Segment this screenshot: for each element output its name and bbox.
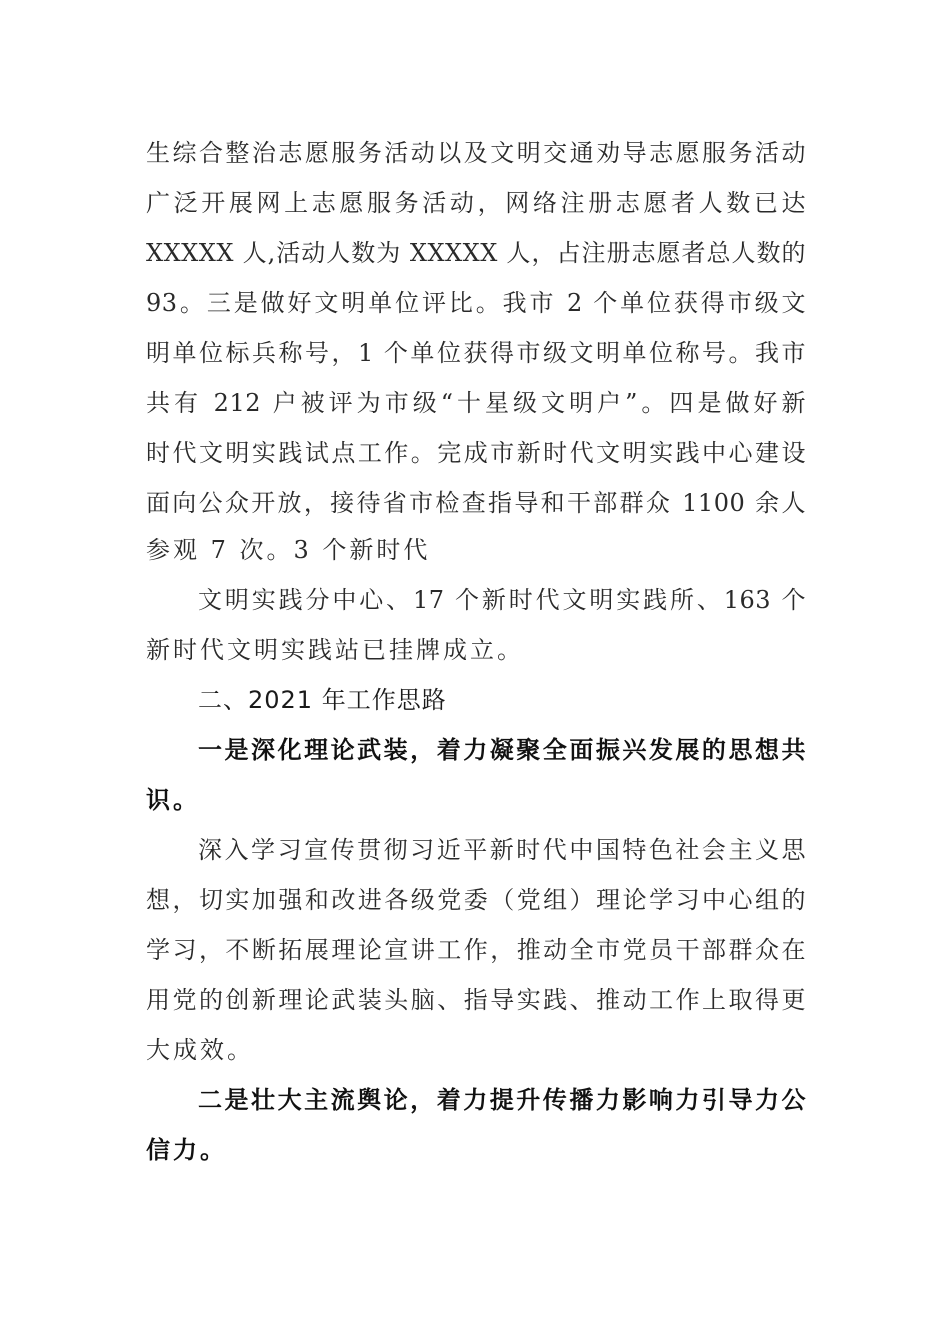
body-text-line: 新时代文明实践站已挂牌成立。	[146, 636, 524, 664]
body-text-line: 面向公众开放，接待省市检查指导和干部群众 1100 余人	[146, 489, 806, 517]
body-text-line: 93。三是做好文明单位评比。我市 2 个单位获得市级文	[146, 289, 806, 317]
body-text-line: 生综合整治志愿服务活动以及文明交通劝导志愿服务活动	[146, 139, 806, 167]
body-text-line: XXXXX 人,活动人数为 XXXXX 人，占注册志愿者总人数的	[146, 239, 806, 267]
body-text-line: 文明实践分中心、17 个新时代文明实践所、163 个	[198, 586, 806, 614]
body-text-line: 大成效。	[146, 1036, 254, 1064]
bold-subheading-line: 识。	[146, 786, 200, 814]
body-text-line: 想，切实加强和改进各级党委（党组）理论学习中心组的	[146, 886, 806, 914]
body-text-line: 时代文明实践试点工作。完成市新时代文明实践中心建设	[146, 439, 806, 467]
body-text-line: 广泛开展网上志愿服务活动，网络注册志愿者人数已达	[146, 189, 806, 217]
body-text-line: 深入学习宣传贯彻习近平新时代中国特色社会主义思	[198, 836, 806, 864]
body-text-line: 学习，不断拓展理论宣讲工作，推动全市党员干部群众在	[146, 936, 806, 964]
bold-subheading-line: 一是深化理论武装，着力凝聚全面振兴发展的思想共	[198, 736, 806, 764]
body-text-line: 明单位标兵称号，1 个单位获得市级文明单位称号。我市	[146, 339, 806, 367]
bold-subheading-line: 二是壮大主流舆论，着力提升传播力影响力引导力公	[198, 1086, 806, 1114]
bold-subheading-line: 信力。	[146, 1136, 227, 1164]
section-heading: 二、2021 年工作思路	[198, 686, 447, 714]
body-text-line: 参观 7 次。3 个新时代	[146, 536, 431, 564]
body-text-line: 共有 212 户被评为市级“十星级文明户”。四是做好新	[146, 389, 806, 417]
body-text-line: 用党的创新理论武装头脑、指导实践、推动工作上取得更	[146, 986, 806, 1014]
